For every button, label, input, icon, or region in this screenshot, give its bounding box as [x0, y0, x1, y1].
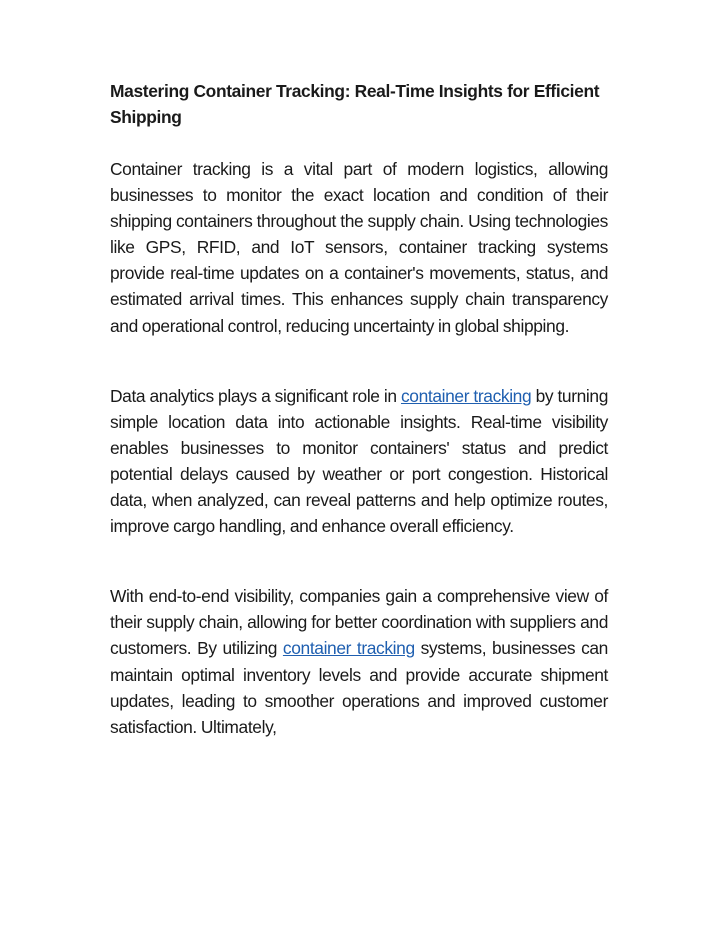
paragraph-3-text-before: With end-to-end visibility, companies gain a comprehensive view of their supply chain, allowing for better coordination with suppliers and customers. By utilizing [110, 586, 608, 659]
container-tracking-link-1[interactable]: container tracking [400, 385, 532, 406]
paragraph-2-text-after: by turning simple location data into actionable insights. Real-time visibility enables businesses to monitor containers' status and predict potential delays caused by weather or port congestion. Historical data, when analyzed, can reveal patterns and help optimize routes, improve cargo handling, and enhance overall efficiency. [110, 385, 608, 537]
paragraph-2-text-before: Data analytics plays a significant role in [110, 385, 401, 406]
paragraph-3-text-after: systems, businesses can maintain optimal inventory levels and provide accurate shipment updates, leading to smoother operations and improved customer satisfaction. Ultimately, [110, 638, 608, 737]
paragraph-1: Container tracking is a vital part of modern logistics, allowing businesses to monitor the exact location and condition of their shipping containers throughout the supply chain. Using technologies like GPS, RFID, and IoT sensors, container tracking systems provide real-time updates on a container's movements, status, and estimated arrival times. This enhances supply chain transparency and operational control, reducing uncertainty in global shipping. [110, 159, 608, 336]
document-title: Mastering Container Tracking: Real-Time Insights for Efficient Shipping [110, 81, 600, 127]
document-page [110, 78, 608, 740]
paragraph-2 [110, 383, 608, 540]
paragraph-3 [110, 583, 608, 740]
container-tracking-link-2[interactable]: container tracking [282, 638, 415, 659]
